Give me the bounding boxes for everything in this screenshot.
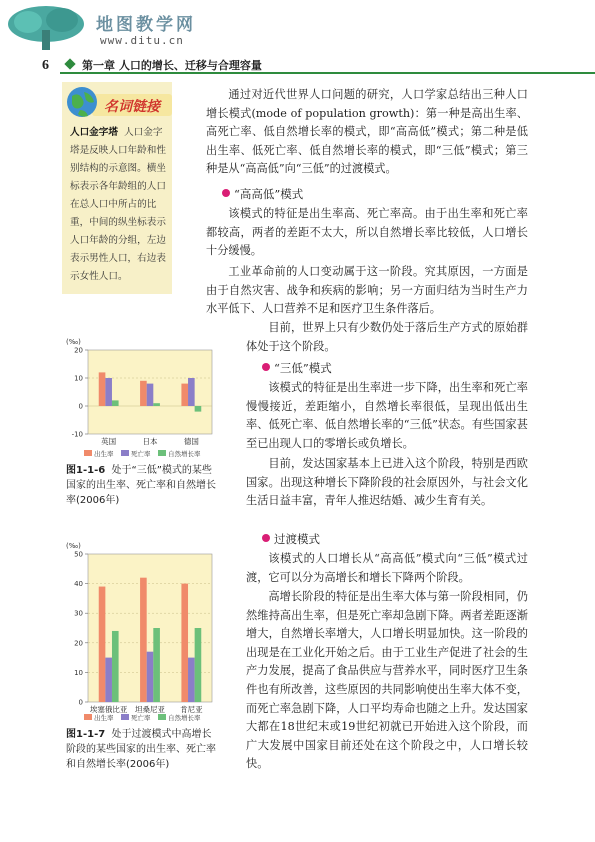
section-heading-high-high-low: “高高低”模式 xyxy=(222,186,303,202)
bar-2-0-1 xyxy=(105,658,112,702)
legend-swatch xyxy=(84,450,92,456)
s2-paragraph-1: 该模式的特征是出生率进一步下降，出生率和死亡率慢慢接近，差距缩小，自然增长率很低，呈现出低出生率、低死亡率、低自然增长率的“三低”状态。有些国家甚至已出现人口的零增长或负增长。 xyxy=(246,381,528,450)
y-tick-label: 0 xyxy=(78,698,83,707)
chapter-bullet-icon xyxy=(64,58,75,69)
y-tick-label: 30 xyxy=(74,609,83,618)
page-number: 6 xyxy=(42,58,49,73)
s1-paragraph-2: 工业革命前的人口变动属于这一阶段。究其原因，一方面是由于自然灾害、战争和疾病的影响；另一方面归结为当时生产力水平低下、人口营养不足和医疗卫生条件落后。 xyxy=(206,265,528,316)
legend-swatch xyxy=(121,450,129,456)
x-tick-label: 埃塞俄比亚 xyxy=(89,705,128,714)
bar-1-0-2 xyxy=(112,400,119,406)
figure-1-caption: 图1-1-6 处于“三低”模式的某些国家的出生率、死亡率和自然增长率(2006年) xyxy=(66,465,216,506)
legend-swatch xyxy=(121,714,129,720)
legend-label: 死亡率 xyxy=(131,450,151,458)
s3-paragraph-1: 该模式的人口增长从“高高低”模式向“三低”模式过渡，它可以分为高增长和增长下降两个阶段。 xyxy=(246,552,528,584)
bar-2-2-0 xyxy=(181,584,188,702)
y-tick-label: -10 xyxy=(71,430,83,439)
y-tick-label: 20 xyxy=(74,639,83,648)
legend-label: 自然增长率 xyxy=(168,714,201,722)
y-tick-label: 10 xyxy=(74,374,83,383)
legend-swatch xyxy=(158,450,166,456)
s3-paragraph-2: 高增长阶段的特征是出生率大体与第一阶段相同，仍然维持高出生率，但是死亡率却急剧下降。两者差距逐渐增大，自然增长率增大，人口增长明显加快。这一阶段的出现是在工业化开始之后。由于工业生产促进了社会的生产力发展，提高了食品供应与营养水平，同时医疗卫生条件也有所改善，这些原因的共同影响使出生率大体不变，而死亡率急剧下降，人口平均寿命也随之上升。发达国家大都在18世纪末或19世纪初就已开始进入这个阶段，而广大发展中国家目前还处在这个阶段之中，人口增长较快。 xyxy=(246,590,528,771)
y-tick-label: 10 xyxy=(74,668,83,677)
y-tick-label: 50 xyxy=(74,550,83,559)
x-tick-label: 德国 xyxy=(183,437,199,446)
legend-label: 自然增长率 xyxy=(168,450,201,458)
bar-1-1-2 xyxy=(153,403,160,406)
bar-2-2-1 xyxy=(188,658,195,702)
x-tick-label: 英国 xyxy=(101,437,117,446)
site-title: 地图教学网 xyxy=(96,15,196,35)
y-tick-label: 20 xyxy=(74,346,83,355)
bar-1-2-1 xyxy=(188,378,195,406)
legend-label: 死亡率 xyxy=(131,714,151,722)
bullet-dot-icon xyxy=(262,363,270,371)
x-tick-label: 坦桑尼亚 xyxy=(135,705,165,714)
legend-swatch xyxy=(84,714,92,720)
term-body: 人口金字塔是反映人口年龄和性别结构的示意图。横坐标表示各年龄组的人口在总人口中所占的比重，中间的纵坐标表示人口年龄的分组，左边表示男性人口，右边表示女性人口。 xyxy=(70,127,166,282)
legend-label: 出生率 xyxy=(94,714,114,722)
x-tick-label: 日本 xyxy=(142,437,158,446)
chart-2 xyxy=(62,538,222,722)
bar-2-1-1 xyxy=(147,652,154,702)
bar-1-2-0 xyxy=(181,384,188,406)
bar-2-0-2 xyxy=(112,631,119,702)
section-heading-transition: 过渡模式 xyxy=(262,531,320,547)
section-heading-three-low: “三低”模式 xyxy=(262,360,332,376)
term-definition xyxy=(70,124,166,286)
bar-1-0-0 xyxy=(99,372,106,406)
y-tick-label: 0 xyxy=(78,402,83,411)
bar-1-1-1 xyxy=(147,384,154,406)
bar-1-1-0 xyxy=(140,381,147,406)
s2-paragraph-2: 目前，发达国家基本上已进入这个阶段，特别是西欧国家。出现这种增长下降阶段的社会原因外，与社会文化生活日益丰富，青年人推迟结婚、减少生育有关。 xyxy=(246,457,528,508)
figure-2-caption: 图1-1-7 处于过渡模式中高增长阶段的某些国家的出生率、死亡率和自然增长率(2006年) xyxy=(66,729,216,770)
site-url: www.ditu.cn xyxy=(100,34,184,47)
bar-2-1-0 xyxy=(140,578,147,702)
x-tick-label: 肯尼亚 xyxy=(180,705,203,714)
chapter-title: 第一章 人口的增长、迁移与合理容量 xyxy=(82,59,262,72)
term-badge-label: 名词链接 xyxy=(104,99,160,115)
header-rule xyxy=(60,72,595,74)
unit-label: (‰) xyxy=(66,542,81,550)
bullet-dot-icon xyxy=(262,534,270,542)
bar-1-0-1 xyxy=(105,378,112,406)
chart-1 xyxy=(62,332,222,458)
intro-paragraph: 通过对近代世界人口问题的研究，人口学家总结出三种人口增长模式(mode of population growth)：第一种是高出生率、高死亡率、低自然增长率的模式，即“高高低”模式；第二种是低出生率、低死亡率、低自然增长率的模式，即“三低”模式；第三种是从“高高低”向“三低”的过渡模式。 xyxy=(206,88,528,176)
s1-paragraph-1: 该模式的特征是出生率高、死亡率高。由于出生率和死亡率都较高，两者的差距不太大，所以自然增长率比较低，人口增长十分缓慢。 xyxy=(206,207,528,258)
bullet-dot-icon xyxy=(222,189,230,197)
y-tick-label: 40 xyxy=(74,580,83,589)
bar-1-2-2 xyxy=(195,406,202,412)
bar-2-2-2 xyxy=(195,628,202,702)
site-logo-icon xyxy=(6,4,88,52)
bar-2-0-0 xyxy=(99,587,106,702)
legend-swatch xyxy=(158,714,166,720)
s1-paragraph-3: 目前，世界上只有少数仍处于落后生产方式的原始群体处于这个阶段。 xyxy=(246,321,528,353)
bar-2-1-2 xyxy=(153,628,160,702)
term-name: 人口金字塔 xyxy=(70,127,118,138)
unit-label: (‰) xyxy=(66,338,81,346)
legend-label: 出生率 xyxy=(94,450,114,458)
